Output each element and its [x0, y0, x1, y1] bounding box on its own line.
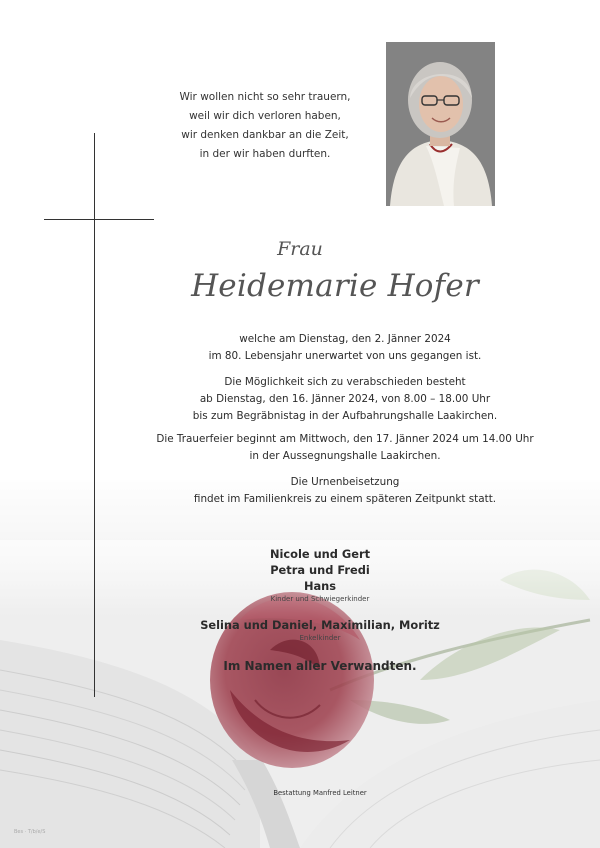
children-group	[180, 546, 460, 605]
text-line: im 80. Lebensjahr unerwartet von uns gegangen ist.	[208, 350, 482, 362]
text-line: findet im Familienkreis zu einem späteren Zeitpunkt statt.	[193, 493, 497, 505]
portrait-photo	[386, 42, 495, 206]
verse-line: wir denken dankbar an die Zeit,	[181, 129, 349, 141]
death-notice	[130, 331, 560, 365]
text-line: Die Urnenbeisetzung	[290, 476, 400, 488]
cross-vertical-line	[94, 133, 95, 697]
memorial-verse	[160, 88, 370, 164]
footer-code: Bes · T/b/e/S	[14, 829, 46, 835]
undertaker-credit: Bestattung Manfred Leitner	[273, 789, 367, 797]
verse-line: in der wir haben durften.	[199, 148, 331, 160]
deceased-name: Heidemarie Hofer	[191, 268, 479, 304]
grandchildren-group	[180, 617, 460, 644]
cross-horizontal-line	[44, 219, 154, 220]
mourner-name: Selina und Daniel, Maximilian, Moritz	[200, 618, 440, 632]
relation-label: Kinder und Schwiegerkinder	[270, 595, 370, 603]
urn-notice	[130, 474, 560, 508]
text-line: Die Möglichkeit sich zu verabschieden besteht	[224, 376, 466, 388]
farewell-notice	[130, 374, 560, 425]
salutation: Frau	[277, 238, 323, 260]
verse-line: Wir wollen nicht so sehr trauern,	[179, 91, 351, 103]
verse-line: weil wir dich verloren haben,	[189, 110, 341, 122]
text-line: welche am Dienstag, den 2. Jänner 2024	[239, 333, 451, 345]
mourner-name: Petra und Fredi	[270, 563, 370, 577]
mourner-name: Hans	[303, 579, 337, 593]
mourner-name: Nicole und Gert	[269, 547, 371, 561]
text-line: Die Trauerfeier beginnt am Mittwoch, den 17. Jänner 2024 um 14.00 Uhr	[156, 433, 534, 445]
relation-label: Enkelkinder	[299, 634, 341, 642]
text-line: ab Dienstag, den 16. Jänner 2024, von 8.00 – 18.00 Uhr	[199, 393, 491, 405]
closing-group	[180, 658, 460, 674]
text-line: in der Aussegnungshalle Laakirchen.	[249, 450, 441, 462]
ceremony-notice	[130, 431, 560, 465]
closing-line: Im Namen aller Verwandten.	[223, 659, 417, 673]
text-line: bis zum Begräbnistag in der Aufbahrungshalle Laakirchen.	[192, 410, 498, 422]
